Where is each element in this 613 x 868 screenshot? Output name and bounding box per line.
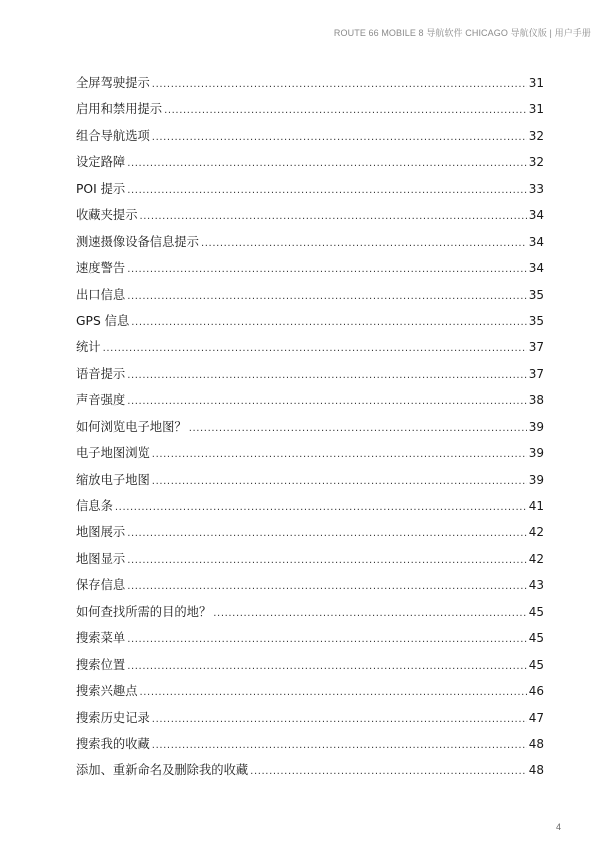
toc-dot-leader — [164, 98, 527, 124]
toc-entry-title: 地图显示 — [76, 551, 126, 566]
toc-entry-page: 31 — [528, 102, 544, 117]
toc-entry[interactable] — [76, 255, 544, 281]
toc-entry-page: 33 — [528, 181, 544, 196]
toc-entry[interactable] — [76, 757, 544, 783]
toc-dot-leader — [140, 680, 527, 706]
toc-entry[interactable] — [76, 149, 544, 175]
toc-entry-page: 34 — [528, 208, 544, 223]
toc-entry[interactable] — [76, 334, 544, 360]
toc-dot-leader — [127, 574, 527, 600]
toc-entry-title: 语音提示 — [76, 366, 126, 381]
toc-entry-title: 搜索兴趣点 — [76, 684, 138, 699]
toc-entry-title: 启用和禁用提示 — [76, 102, 163, 117]
toc-dot-leader — [127, 654, 527, 680]
toc-entry[interactable] — [76, 229, 544, 255]
toc-entry-title: 组合导航选项 — [76, 128, 150, 143]
toc-entry[interactable] — [76, 678, 544, 704]
toc-entry-page: 38 — [528, 393, 544, 408]
toc-dot-leader — [127, 627, 527, 653]
toc-dot-leader — [152, 442, 527, 468]
toc-entry-page: 47 — [528, 710, 544, 725]
toc-entry-title: 收藏夹提示 — [76, 208, 138, 223]
toc-entry-page: 42 — [528, 525, 544, 540]
toc-entry-page: 32 — [528, 155, 544, 170]
toc-entry-title: 缩放电子地图 — [76, 472, 150, 487]
toc-entry-title: 速度警告 — [76, 261, 126, 276]
toc-entry-title: 声音强度 — [76, 393, 126, 408]
toc-entry-title: 如何查找所需的目的地？ — [76, 604, 212, 619]
toc-entry[interactable] — [76, 625, 544, 651]
toc-dot-leader — [127, 257, 527, 283]
toc-entry[interactable] — [76, 519, 544, 545]
running-header: ROUTE 66 MOBILE 8 导航软件 CHICAGO 导航仪版 | 用户手册 — [333, 28, 591, 38]
toc-entry-page: 32 — [528, 128, 544, 143]
toc-entry-page: 41 — [528, 499, 544, 513]
toc-entry[interactable] — [76, 123, 544, 149]
toc-entry-page: 34 — [528, 234, 544, 249]
toc-entry-title: 出口信息 — [76, 287, 126, 302]
toc-dot-leader — [127, 389, 527, 415]
toc-entry[interactable] — [76, 282, 544, 308]
toc-entry-title: 搜索菜单 — [76, 631, 126, 646]
toc-entry[interactable] — [76, 414, 544, 440]
toc-dot-leader — [127, 548, 527, 574]
toc-entry-page: 37 — [528, 366, 544, 381]
toc-dot-leader — [127, 363, 527, 389]
table-of-contents — [76, 70, 544, 784]
toc-entry-title: POI 提示 — [76, 181, 126, 196]
toc-dot-leader — [152, 733, 527, 759]
toc-entry-page: 45 — [528, 657, 544, 672]
toc-entry-title: 搜索我的收藏 — [76, 736, 150, 751]
toc-entry-page: 46 — [528, 684, 544, 699]
toc-entry[interactable] — [76, 176, 544, 202]
toc-entry-page: 45 — [528, 604, 544, 619]
toc-entry[interactable] — [76, 308, 544, 334]
toc-entry[interactable] — [76, 731, 544, 757]
toc-dot-leader — [127, 178, 526, 204]
toc-entry-page: 39 — [528, 472, 544, 487]
toc-entry-page: 35 — [528, 287, 544, 302]
toc-entry[interactable] — [76, 387, 544, 413]
toc-entry[interactable] — [76, 493, 544, 519]
toc-entry-title: 搜索位置 — [76, 657, 126, 672]
toc-entry-title: GPS 信息 — [76, 313, 130, 328]
toc-entry[interactable] — [76, 599, 544, 625]
toc-dot-leader — [127, 284, 527, 310]
toc-entry-page: 35 — [528, 313, 544, 328]
toc-dot-leader — [131, 310, 526, 336]
toc-entry[interactable] — [76, 361, 544, 387]
toc-entry-title: 设定路障 — [76, 155, 126, 170]
toc-dot-leader — [152, 469, 527, 495]
toc-entry-page: 48 — [528, 736, 544, 751]
toc-entry[interactable] — [76, 705, 544, 731]
toc-dot-leader — [103, 336, 527, 362]
toc-dot-leader — [152, 707, 527, 733]
toc-entry-title: 统计 — [76, 340, 101, 355]
toc-entry-title: 地图展示 — [76, 525, 126, 540]
toc-entry-page: 45 — [528, 631, 544, 646]
toc-dot-leader — [127, 151, 527, 177]
toc-entry[interactable] — [76, 572, 544, 598]
toc-entry-title: 测速摄像设备信息提示 — [76, 234, 199, 249]
toc-entry[interactable] — [76, 467, 544, 493]
toc-entry-page: 48 — [528, 763, 544, 778]
toc-entry[interactable] — [76, 70, 544, 96]
toc-entry-page: 37 — [528, 340, 544, 355]
toc-entry[interactable] — [76, 652, 544, 678]
toc-entry-page: 34 — [528, 261, 544, 276]
toc-entry-page: 43 — [528, 578, 544, 593]
toc-entry-title: 如何浏览电子地图？ — [76, 419, 187, 434]
toc-entry[interactable] — [76, 440, 544, 466]
toc-entry-page: 31 — [528, 76, 544, 90]
toc-entry[interactable] — [76, 202, 544, 228]
toc-entry-title: 信息条 — [76, 499, 113, 513]
page-number: 4 — [555, 822, 561, 832]
toc-entry-title: 搜索历史记录 — [76, 710, 150, 725]
toc-dot-leader — [189, 416, 527, 442]
toc-entry-page: 39 — [528, 419, 544, 434]
toc-entry-title: 保存信息 — [76, 578, 126, 593]
toc-dot-leader — [140, 204, 527, 230]
toc-dot-leader — [127, 521, 527, 547]
toc-entry-page: 42 — [528, 551, 544, 566]
toc-dot-leader — [152, 72, 527, 98]
toc-entry[interactable] — [76, 96, 544, 122]
toc-entry[interactable] — [76, 546, 544, 572]
toc-entry-title: 添加、重新命名及删除我的收藏 — [76, 763, 249, 778]
toc-entry-page: 39 — [528, 446, 544, 461]
toc-entry-title: 全屏驾驶提示 — [76, 76, 150, 90]
toc-dot-leader — [115, 495, 527, 521]
toc-dot-leader — [213, 601, 526, 627]
toc-dot-leader — [152, 125, 527, 151]
toc-dot-leader — [201, 231, 527, 257]
toc-dot-leader — [250, 759, 527, 785]
toc-entry-title: 电子地图浏览 — [76, 446, 150, 461]
